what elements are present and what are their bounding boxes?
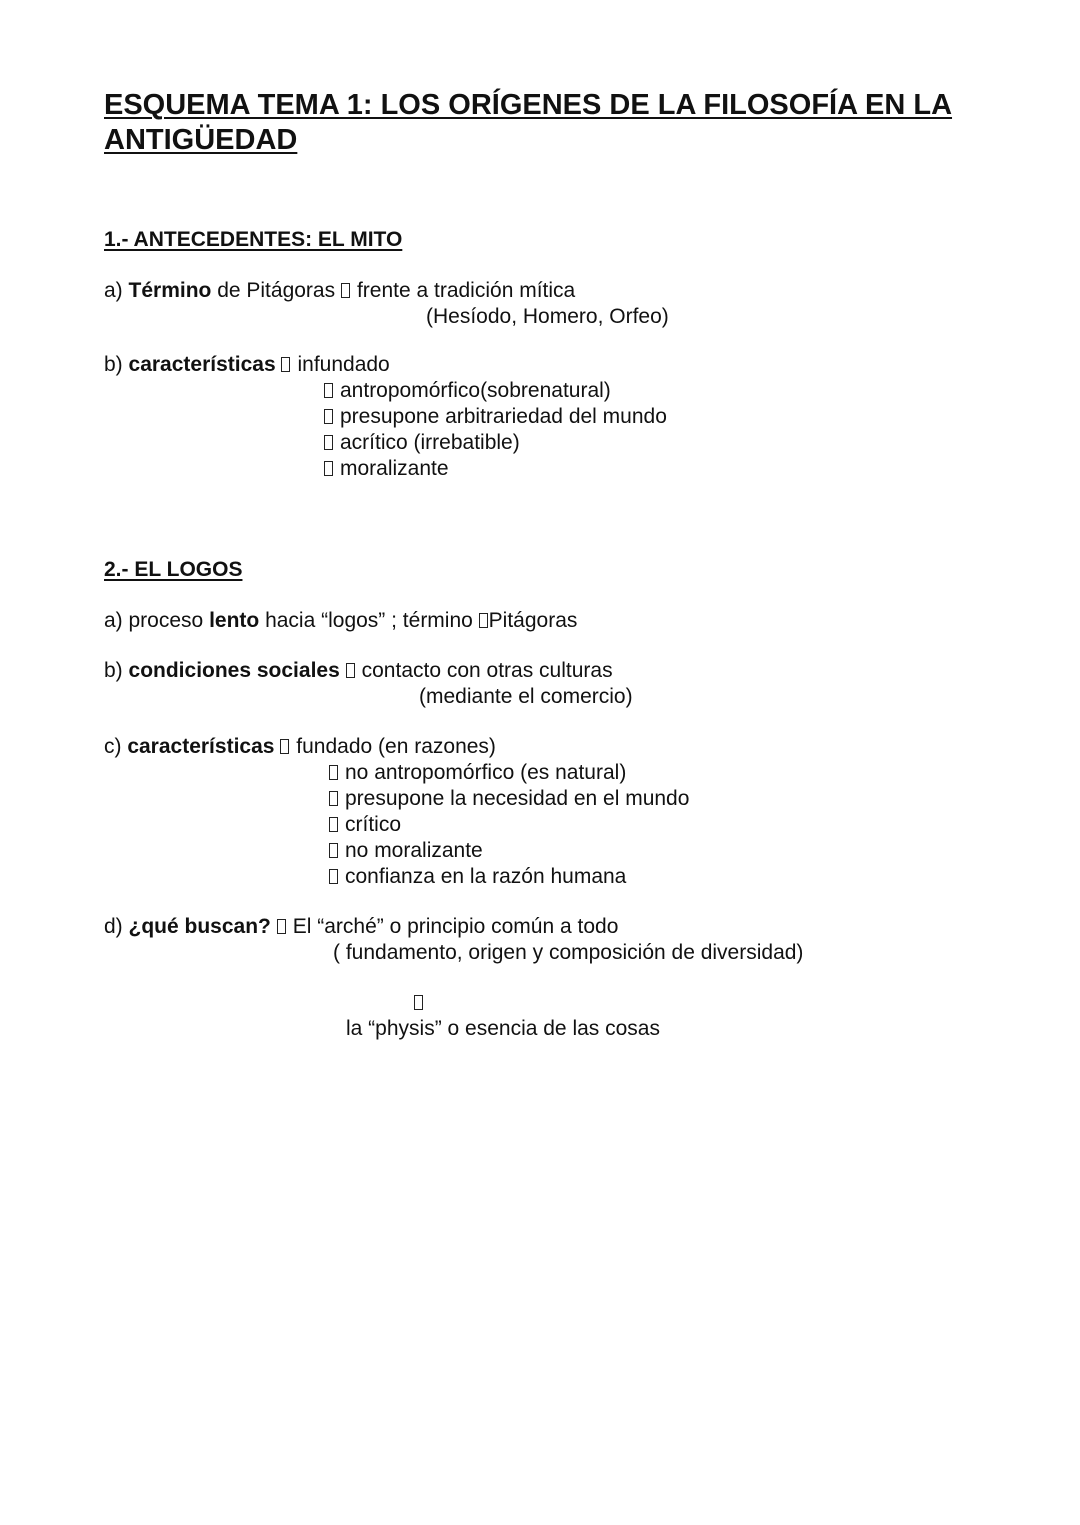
section-2-item-d bbox=[104, 914, 618, 940]
item-after-arrow: contacto con otras culturas bbox=[361, 659, 613, 682]
item-label: b) bbox=[104, 353, 129, 376]
section-1-item-a-continuation: (Hesíodo, Homero, Orfeo) bbox=[426, 305, 669, 328]
list-item: no moralizante bbox=[329, 838, 483, 864]
arrow-placeholder-icon bbox=[329, 791, 338, 806]
item-term: características bbox=[128, 353, 276, 376]
list-item: presupone arbitrariedad del mundo bbox=[324, 404, 667, 430]
arrow-placeholder-icon bbox=[277, 919, 286, 934]
arrow-down-placeholder-icon bbox=[414, 995, 423, 1010]
item-term: condiciones sociales bbox=[128, 659, 340, 682]
item-term: Término bbox=[128, 279, 212, 302]
section-2-item-b-continuation: (mediante el comercio) bbox=[419, 685, 633, 708]
item-text: hacia “logos” ; término bbox=[259, 609, 479, 632]
section-1-heading: 1.- ANTECEDENTES: EL MITO bbox=[104, 228, 403, 251]
list-item: presupone la necesidad en el mundo bbox=[329, 786, 689, 812]
item-after-arrow: El “arché” o principio común a todo bbox=[292, 915, 619, 938]
page-title: ESQUEMA TEMA 1: LOS ORÍGENES DE LA FILOSOFÍA EN LA ANTIGÜEDAD bbox=[104, 89, 953, 156]
item-after-arrow: frente a tradición mítica bbox=[356, 279, 576, 302]
list-item: acrítico (irrebatible) bbox=[324, 430, 520, 456]
item-term: lento bbox=[209, 609, 260, 632]
arrow-placeholder-icon bbox=[341, 283, 350, 298]
arrow-placeholder-icon bbox=[329, 869, 338, 884]
list-item: moralizante bbox=[324, 456, 449, 482]
item-label: a) proceso bbox=[104, 609, 210, 632]
section-1-item-a bbox=[104, 278, 575, 304]
arrow-placeholder-icon bbox=[324, 409, 333, 424]
arrow-placeholder-icon bbox=[324, 461, 333, 476]
item-label: a) bbox=[104, 279, 129, 302]
item-first: infundado bbox=[297, 353, 390, 376]
section-2-heading: 2.- EL LOGOS bbox=[104, 558, 243, 581]
section-2-item-d-arrow bbox=[414, 990, 423, 1016]
item-first: fundado (en razones) bbox=[296, 735, 496, 758]
section-1-item-b bbox=[104, 352, 390, 378]
arrow-placeholder-icon bbox=[281, 357, 290, 372]
item-term: características bbox=[127, 735, 275, 758]
item-label: d) bbox=[104, 915, 129, 938]
section-2-item-b bbox=[104, 658, 613, 684]
item-label: b) bbox=[104, 659, 129, 682]
list-item: no antropomórfico (es natural) bbox=[329, 760, 626, 786]
list-item: antropomórfico(sobrenatural) bbox=[324, 378, 611, 404]
arrow-placeholder-icon bbox=[280, 739, 289, 754]
section-2-item-d-result: la “physis” o esencia de las cosas bbox=[346, 1017, 660, 1040]
item-term: ¿qué buscan? bbox=[128, 915, 271, 938]
arrow-placeholder-icon bbox=[479, 613, 488, 628]
arrow-placeholder-icon bbox=[329, 817, 338, 832]
list-item: confianza en la razón humana bbox=[329, 864, 626, 890]
arrow-placeholder-icon bbox=[324, 383, 333, 398]
arrow-placeholder-icon bbox=[324, 435, 333, 450]
item-after-arrow: Pitágoras bbox=[488, 609, 578, 632]
section-2-item-a bbox=[104, 608, 577, 634]
arrow-placeholder-icon bbox=[329, 765, 338, 780]
section-2-item-c bbox=[104, 734, 496, 760]
list-item: crítico bbox=[329, 812, 401, 838]
item-label: c) bbox=[104, 735, 128, 758]
section-2-item-d-continuation: ( fundamento, origen y composición de diversidad) bbox=[333, 941, 804, 964]
item-text: de Pitágoras bbox=[211, 279, 336, 302]
arrow-placeholder-icon bbox=[346, 663, 355, 678]
arrow-placeholder-icon bbox=[329, 843, 338, 858]
